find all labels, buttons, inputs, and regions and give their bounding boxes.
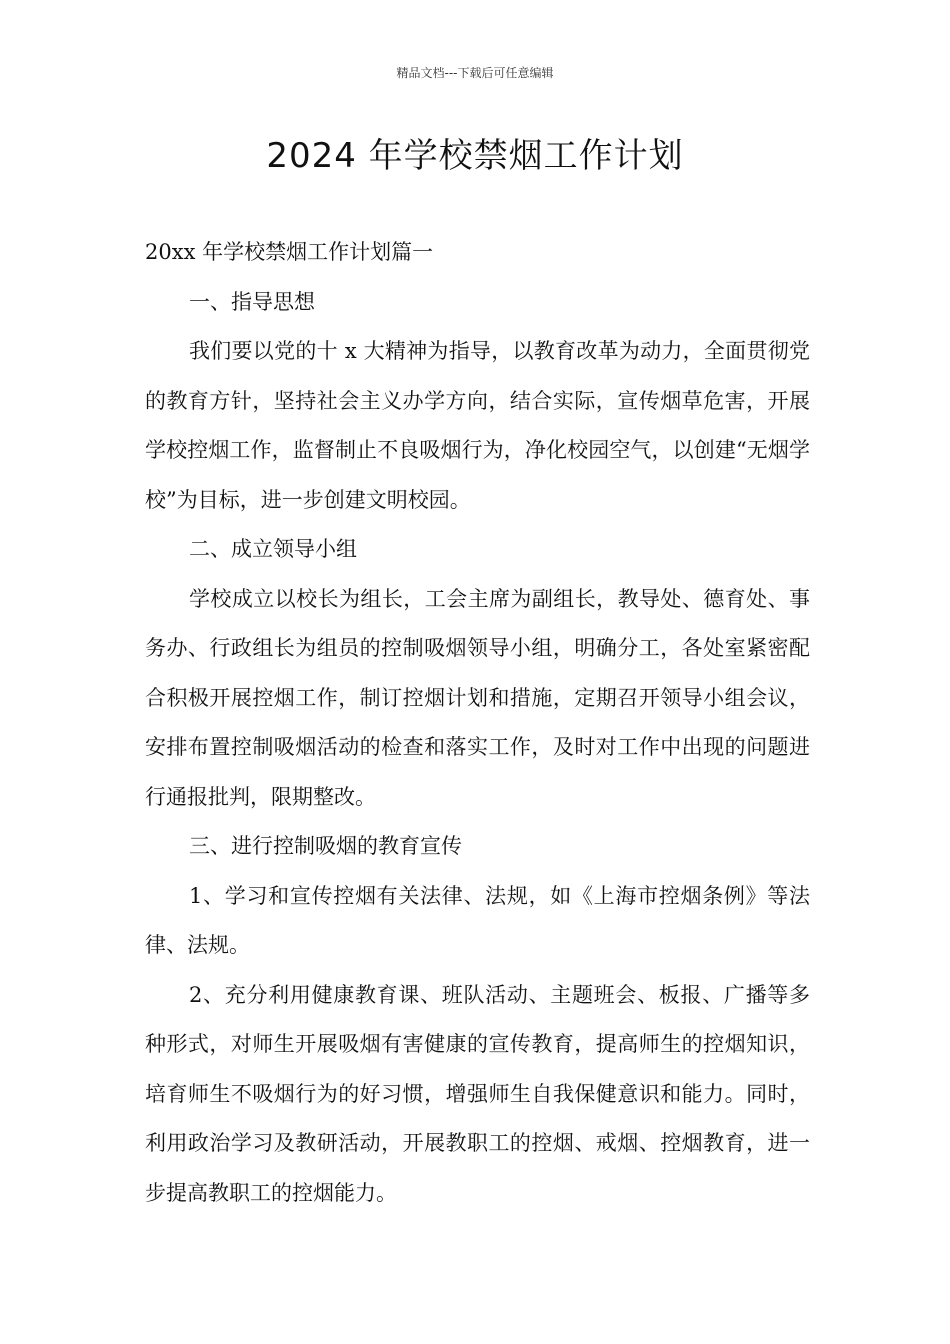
body-paragraph: 1、学习和宣传控烟有关法律、法规，如《上海市控烟条例》等法律、法规。: [145, 883, 810, 957]
header-note: 精品文档---下载后可任意编辑: [396, 66, 554, 80]
body-paragraph: 学校成立以校长为组长，工会主席为副组长，教导处、德育处、事务办、行政组长为组员的控制吸烟领导小组，明确分工，各处室紧密配合积极开展控烟工作，制订控烟计划和措施，定期召开领导小组会议，安排布置控制吸烟活动的检查和落实工作，及时对工作中出现的问题进行通报批判，限期整改。: [145, 586, 810, 809]
body-paragraph: 我们要以党的十 x 大精神为指导，以教育改革为动力，全面贯彻党的教育方针，坚持社会主义办学方向，结合实际，宣传烟草危害，开展学校控烟工作，监督制止不良吸烟行为，净化校园空气，以创建“无烟学校”为目标，进一步创建文明校园。: [145, 339, 810, 512]
document-title: 2024 年学校禁烟工作计划: [266, 136, 684, 176]
section-heading: 20xx 年学校禁烟工作计划篇一: [145, 240, 434, 264]
body-paragraph: 2、充分利用健康教育课、班队活动、主题班会、板报、广播等多种形式，对师生开展吸烟有害健康的宣传教育，提高师生的控烟知识，培育师生不吸烟行为的好习惯，增强师生自我保健意识和能力。同时，利用政治学习及教研活动，开展教职工的控烟、戒烟、控烟教育，进一步提高教职工的控烟能力。: [145, 982, 810, 1205]
document-body: [145, 228, 810, 1218]
subsection-heading: 一、指导思想: [189, 289, 315, 314]
subsection-heading: 二、成立领导小组: [189, 537, 357, 561]
subsection-heading: 三、进行控制吸烟的教育宣传: [189, 834, 462, 858]
